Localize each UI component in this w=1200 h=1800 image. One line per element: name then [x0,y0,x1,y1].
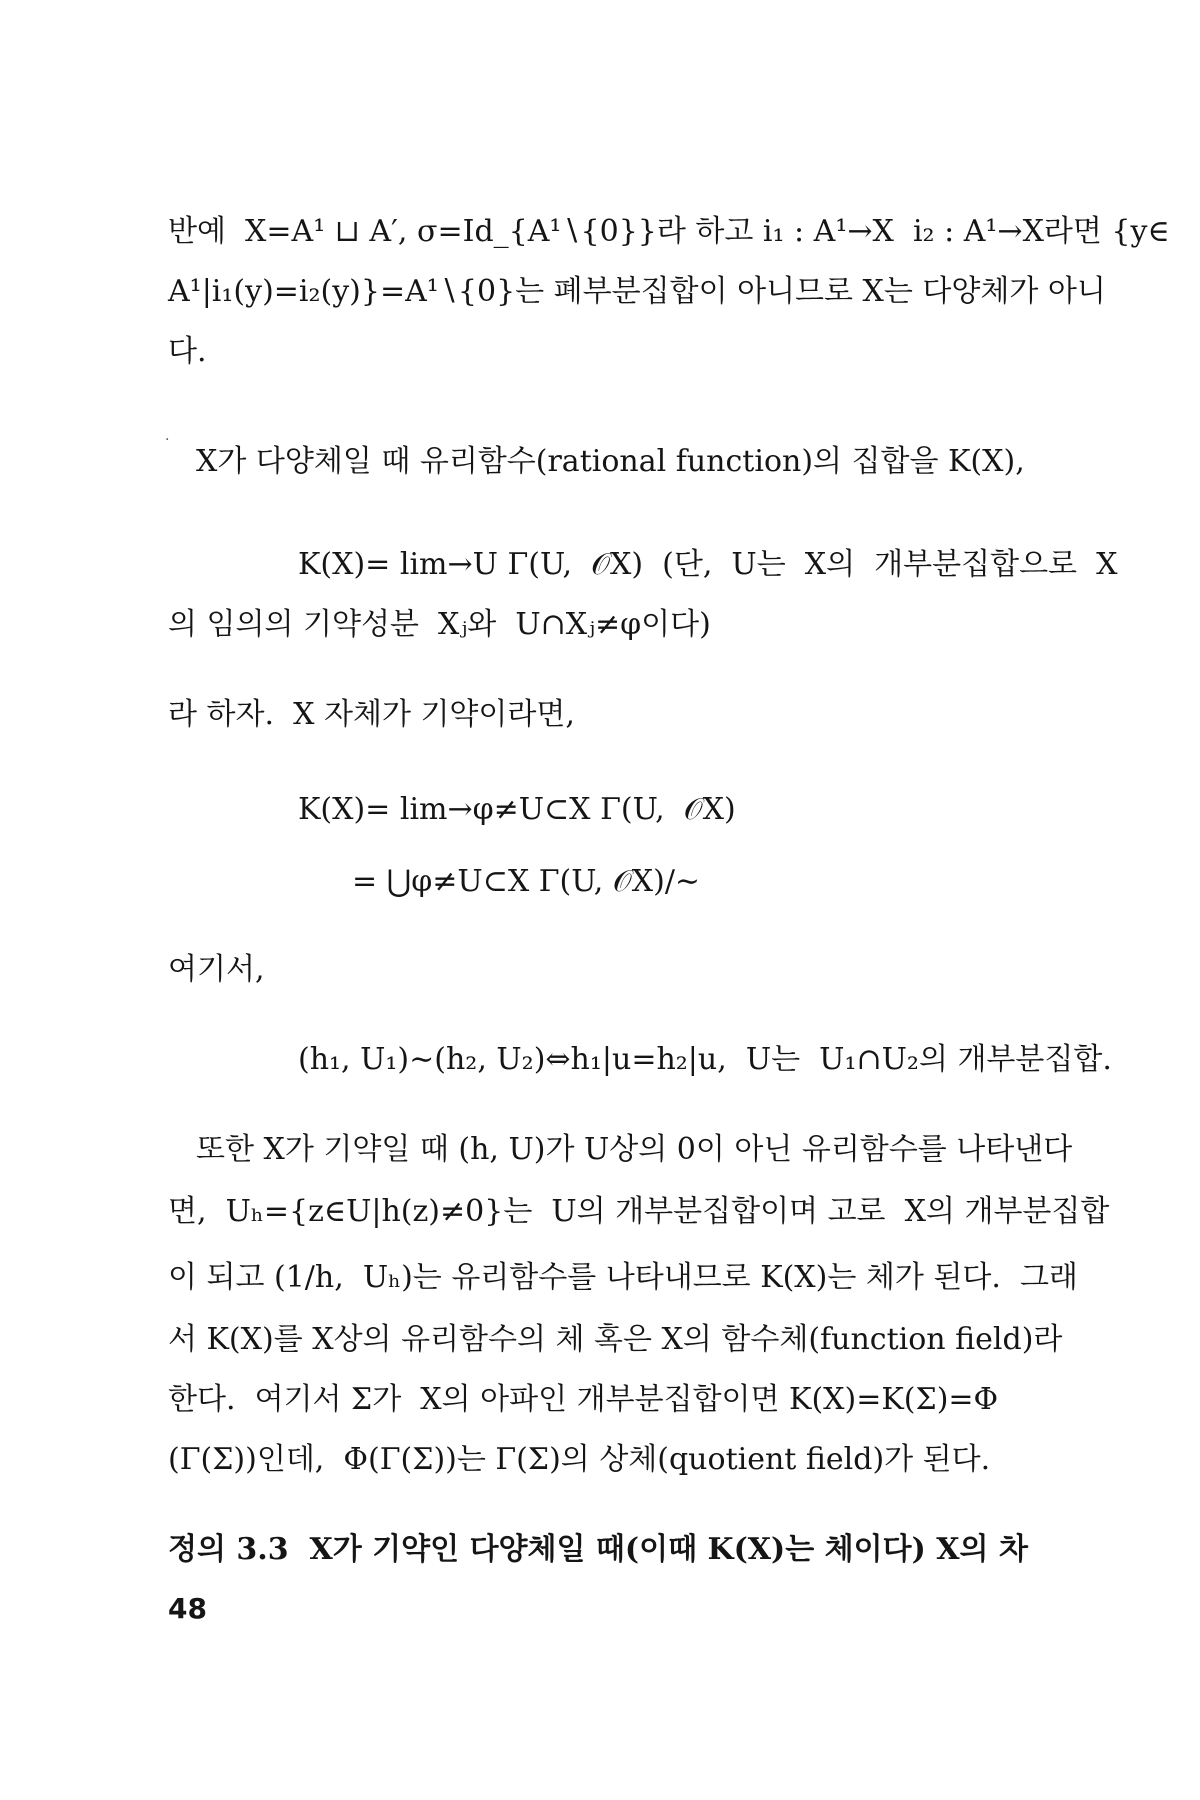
text-line-1: 반예 X=A¹ ⊔ A′, σ=Id_{A¹∖{0}}라 하고 i₁ : A¹→X i₂ : A¹→X라면 {y∈ [168,214,1170,249]
page-number: 48 [168,1592,207,1625]
display-equation-4: (h₁, U₁)∼(h₂, U₂)⇔h₁|u=h₂|u, U는 U₁∩U₂의 개부분집합. [298,1042,1112,1077]
text-line-3: 다. [168,334,207,369]
text-line-13: (Γ(Σ))인데, Φ(Γ(Σ))는 Γ(Σ)의 상체(quotient field)가 된다. [168,1442,991,1477]
text-line-12: 한다. 여기서 Σ가 X의 아파인 개부분집합이면 K(X)=K(Σ)=Φ [168,1382,999,1417]
text-line-8: 또한 X가 기약일 때 (h, U)가 U상의 0이 아닌 유리함수를 나타낸다 [196,1132,1073,1167]
text-line-6: 라 하자. X 자체가 기약이라면, [168,697,575,732]
text-line-9: 면, Uₕ={z∈U|h(z)≠0}는 U의 개부분집합이며 고로 X의 개부분집합 [168,1194,1110,1229]
display-equation-1: K(X)= lim→U Γ(U, 𝒪X) (단, U는 X의 개부분집합으로 X [298,547,1118,582]
text-line-7: 여기서, [168,952,265,987]
text-line-2: A¹|i₁(y)=i₂(y)}=A¹∖{0}는 폐부분집합이 아니므로 X는 다양체가 아니 [168,274,1106,309]
text-line-5: 의 임의의 기약성분 Xⱼ와 U∩Xⱼ≠φ이다) [168,607,711,642]
definition-heading: 정의 3.3 X가 기약인 다양체일 때(이때 K(X)는 체이다) X의 차 [168,1532,1028,1567]
display-equation-2: K(X)= lim→φ≠U⊂X Γ(U, 𝒪X) [298,792,736,827]
text-line-11: 서 K(X)를 X상의 유리함수의 체 혹은 X의 함수체(function field)라 [168,1322,1063,1357]
text-line-4: X가 다양체일 때 유리함수(rational function)의 집합을 K(X), [196,444,1025,479]
margin-mark: · [165,432,170,448]
text-line-10: 이 되고 (1/h, Uₕ)는 유리함수를 나타내므로 K(X)는 체가 된다. 그래 [168,1260,1078,1295]
display-equation-3: = ⋃φ≠U⊂X Γ(U, 𝒪X)/∼ [352,864,701,899]
